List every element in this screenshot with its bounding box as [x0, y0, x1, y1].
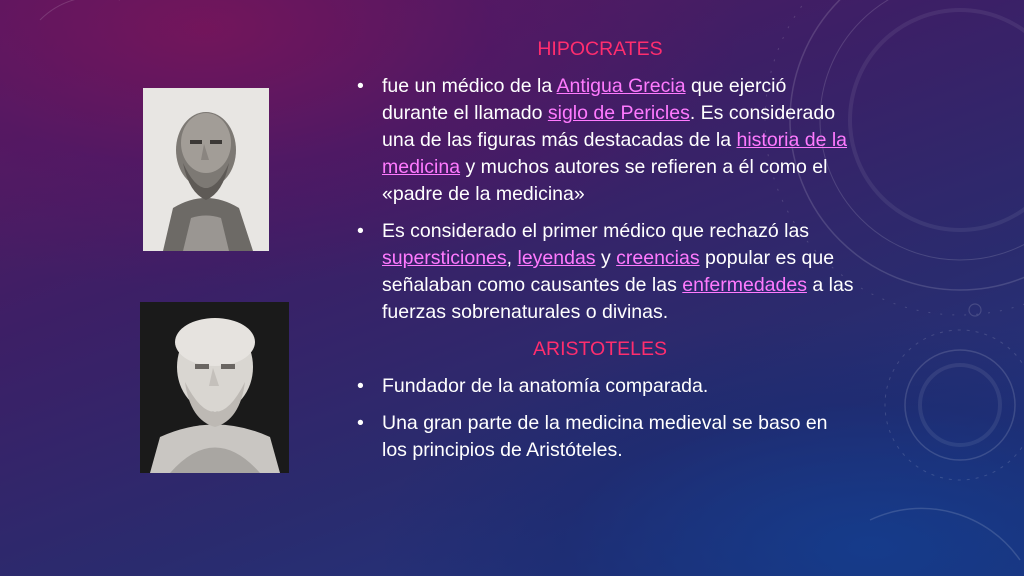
bullet-text: Es considerado el primer médico que rechazó las — [382, 220, 810, 242]
hyperlink[interactable]: historia de la medicina — [382, 129, 848, 178]
bullet-text: y — [595, 247, 617, 269]
aristotle-bust-image — [140, 302, 289, 473]
slide-content — [355, 36, 855, 474]
bullet-item — [355, 410, 855, 464]
bullet-text: Fundador de la anatomía comparada. — [382, 375, 709, 397]
hyperlink[interactable]: leyendas — [517, 247, 596, 269]
bullet-list — [355, 373, 855, 464]
bullet-text: que ejerció durante el llamado — [382, 75, 787, 124]
bullet-list — [355, 73, 855, 326]
section-heading: HIPOCRATES — [537, 38, 663, 60]
hyperlink[interactable]: supersticiones — [382, 247, 507, 269]
hippocrates-bust-image — [143, 88, 269, 251]
bullet-item — [355, 218, 855, 326]
hippocrates-portrait — [143, 88, 269, 251]
bullet-marker: • — [357, 375, 364, 397]
aristotle-portrait — [140, 302, 289, 473]
bullet-text: fue un médico de la — [382, 75, 557, 97]
hyperlink[interactable]: Antigua Grecia — [556, 75, 686, 97]
bullet-text: , — [506, 247, 518, 269]
section-heading: ARISTOTELES — [532, 338, 667, 360]
bullet-item — [355, 373, 855, 400]
bullet-text: a las fuerzas sobrenaturales o divinas. — [382, 274, 854, 323]
bullet-text: Una gran parte de la medicina medieval se baso en los principios de Aristóteles. — [382, 412, 828, 461]
bullet-text: y muchos autores se refieren a él como el «padre de la medicina» — [382, 156, 828, 205]
bullet-marker: • — [357, 220, 364, 242]
bullet-item — [355, 73, 855, 208]
bullet-text: popular es que señalaban como causantes de las — [382, 247, 835, 296]
bullet-marker: • — [357, 412, 364, 434]
hyperlink[interactable]: creencias — [616, 247, 700, 269]
bullet-text: . Es considerado una de las figuras más destacadas de la — [382, 102, 836, 151]
hyperlink[interactable]: siglo de Pericles — [547, 102, 690, 124]
bullet-marker: • — [357, 75, 364, 97]
hyperlink[interactable]: enfermedades — [682, 274, 807, 296]
